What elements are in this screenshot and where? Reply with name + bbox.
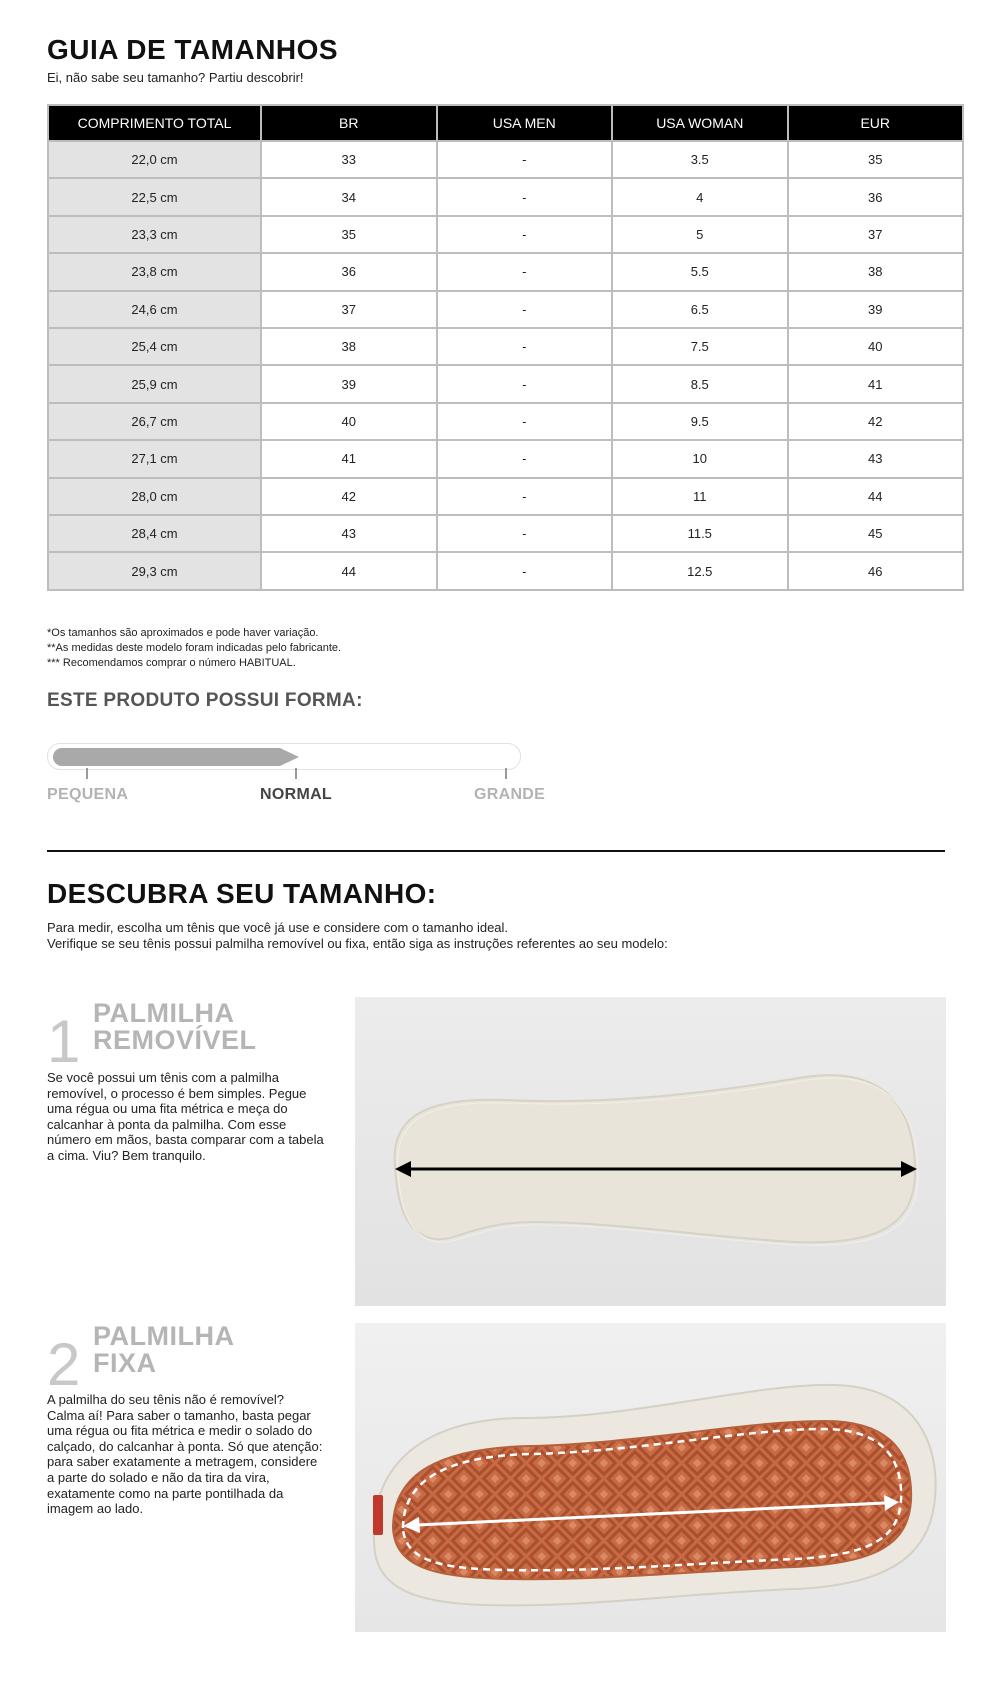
page-title: GUIA DE TAMANHOS xyxy=(47,34,339,65)
intro-line: Para medir, escolha um tênis que você já use e considere com o tamanho ideal. xyxy=(47,920,509,935)
table-header-row xyxy=(49,106,962,140)
table-cell: 5 xyxy=(613,217,787,252)
table-cell: - xyxy=(438,292,612,327)
table-cell: - xyxy=(438,441,612,476)
column-header: USA MEN xyxy=(438,106,612,140)
table-cell: - xyxy=(438,404,612,439)
table-cell: - xyxy=(438,254,612,289)
table-cell: 25,4 cm xyxy=(49,329,260,364)
discover-intro xyxy=(47,920,668,952)
table-cell: 7.5 xyxy=(613,329,787,364)
page-subtitle: Ei, não sabe seu tamanho? Partiu descobrir! xyxy=(47,70,304,85)
step-number: 1 xyxy=(47,1008,81,1075)
discover-title: DESCUBRA SEU TAMANHO: xyxy=(47,878,437,909)
intro-line: Verifique se seu tênis possui palmilha removível ou fixa, então siga as instruções referentes ao seu modelo: xyxy=(47,936,668,951)
step-title-line: FIXA xyxy=(93,1348,157,1378)
notes xyxy=(47,626,341,671)
table-cell: 43 xyxy=(262,516,436,551)
table-row xyxy=(49,441,962,476)
fit-scale-fill xyxy=(52,747,300,767)
table-row xyxy=(49,516,962,551)
table-cell: 26,7 cm xyxy=(49,404,260,439)
column-header: USA WOMAN xyxy=(613,106,787,140)
table-cell: 11.5 xyxy=(613,516,787,551)
table-cell: - xyxy=(438,329,612,364)
table-cell: 8.5 xyxy=(613,366,787,401)
table-cell: 34 xyxy=(262,179,436,214)
table-cell: - xyxy=(438,217,612,252)
table-cell: 3.5 xyxy=(613,142,787,177)
note-line: **As medidas deste modelo foram indicadas pelo fabricante. xyxy=(47,642,342,654)
table-cell: 22,5 cm xyxy=(49,179,260,214)
fit-tick-grande xyxy=(505,768,507,779)
table-cell: 40 xyxy=(262,404,436,439)
table-cell: 23,8 cm xyxy=(49,254,260,289)
table-cell: 38 xyxy=(789,254,963,289)
table-row xyxy=(49,254,962,289)
note-line: *Os tamanhos são aproximados e pode haver variação. xyxy=(47,627,319,639)
table-cell: 36 xyxy=(789,179,963,214)
table-cell: 40 xyxy=(789,329,963,364)
step-title-line: PALMILHA xyxy=(93,998,235,1028)
table-cell: 24,6 cm xyxy=(49,292,260,327)
table-cell: 12.5 xyxy=(613,553,787,589)
table-cell: 9.5 xyxy=(613,404,787,439)
table-row xyxy=(49,329,962,364)
table-cell: 41 xyxy=(262,441,436,476)
fit-label-grande: GRANDE xyxy=(474,786,546,803)
table-cell: 35 xyxy=(789,142,963,177)
table-cell: 38 xyxy=(262,329,436,364)
table-cell: - xyxy=(438,142,612,177)
table-row xyxy=(49,553,962,589)
table-row xyxy=(49,292,962,327)
table-row xyxy=(49,479,962,514)
table-cell: 39 xyxy=(262,366,436,401)
table-cell: - xyxy=(438,479,612,514)
step-title xyxy=(93,1323,234,1377)
table-cell: 43 xyxy=(789,441,963,476)
step-number: 2 xyxy=(47,1331,81,1398)
table-row xyxy=(49,217,962,252)
table-cell: 35 xyxy=(262,217,436,252)
note-line: *** Recomendamos comprar o número HABITUAL. xyxy=(47,657,296,669)
insole-illustration xyxy=(355,997,946,1306)
table-cell: 37 xyxy=(789,217,963,252)
table-cell: 44 xyxy=(789,479,963,514)
table-cell: 33 xyxy=(262,142,436,177)
column-header: BR xyxy=(262,106,436,140)
table-cell: 29,3 cm xyxy=(49,553,260,589)
table-cell: - xyxy=(438,516,612,551)
table-cell: 6.5 xyxy=(613,292,787,327)
sole-photo xyxy=(355,1323,946,1632)
table-cell: 28,0 cm xyxy=(49,479,260,514)
table-cell: 5.5 xyxy=(613,254,787,289)
sole-illustration xyxy=(355,1323,946,1632)
table-row xyxy=(49,366,962,401)
step-description: Se você possui um tênis com a palmilha removível, o processo é bem simples. Pegue uma régua ou uma fita métrica e meça do calcanhar à ponta da palmilha. Com esse número em mãos, basta comparar com a tabela a cima. Viu? Bem tranquilo. xyxy=(47,1070,324,1163)
table-cell: 10 xyxy=(613,441,787,476)
table-cell: - xyxy=(438,179,612,214)
table-cell: 36 xyxy=(262,254,436,289)
table-cell: 11 xyxy=(613,479,787,514)
table-cell: 23,3 cm xyxy=(49,217,260,252)
table-cell: 39 xyxy=(789,292,963,327)
table-cell: 42 xyxy=(789,404,963,439)
table-cell: - xyxy=(438,553,612,589)
table-cell: - xyxy=(438,366,612,401)
table-cell: 25,9 cm xyxy=(49,366,260,401)
section-divider xyxy=(47,850,945,852)
column-header: COMPRIMENTO TOTAL xyxy=(49,106,260,140)
step-title-line: REMOVÍVEL xyxy=(93,1025,257,1055)
step-title-line: PALMILHA xyxy=(93,1321,235,1351)
table-cell: 22,0 cm xyxy=(49,142,260,177)
fit-label-pequena: PEQUENA xyxy=(47,786,129,803)
table-row xyxy=(49,142,962,177)
table-cell: 42 xyxy=(262,479,436,514)
fit-tick-normal xyxy=(295,768,297,779)
table-cell: 37 xyxy=(262,292,436,327)
insole-photo xyxy=(355,997,946,1306)
step-title xyxy=(93,1000,257,1054)
table-cell: 4 xyxy=(613,179,787,214)
table-cell: 46 xyxy=(789,553,963,589)
table-row xyxy=(49,179,962,214)
size-table xyxy=(47,104,964,591)
table-cell: 27,1 cm xyxy=(49,441,260,476)
table-cell: 45 xyxy=(789,516,963,551)
table-cell: 28,4 cm xyxy=(49,516,260,551)
fit-title: ESTE PRODUTO POSSUI FORMA: xyxy=(47,690,363,711)
table-cell: 44 xyxy=(262,553,436,589)
fit-tick-pequena xyxy=(86,768,88,779)
fit-label-normal: NORMAL xyxy=(260,786,333,803)
table-cell: 41 xyxy=(789,366,963,401)
column-header: EUR xyxy=(789,106,963,140)
table-row xyxy=(49,404,962,439)
step-description: A palmilha do seu tênis não é removível? Calma aí! Para saber o tamanho, basta pegar uma régua ou fita métrica e medir o solado do calçado, do calcanhar à ponta. Só que atenção: para saber exatamente a metragem, considere a parte do solado e não da tira da vira, exatamente como na parte pontilhada da imagem ao lado. xyxy=(47,1392,323,1517)
